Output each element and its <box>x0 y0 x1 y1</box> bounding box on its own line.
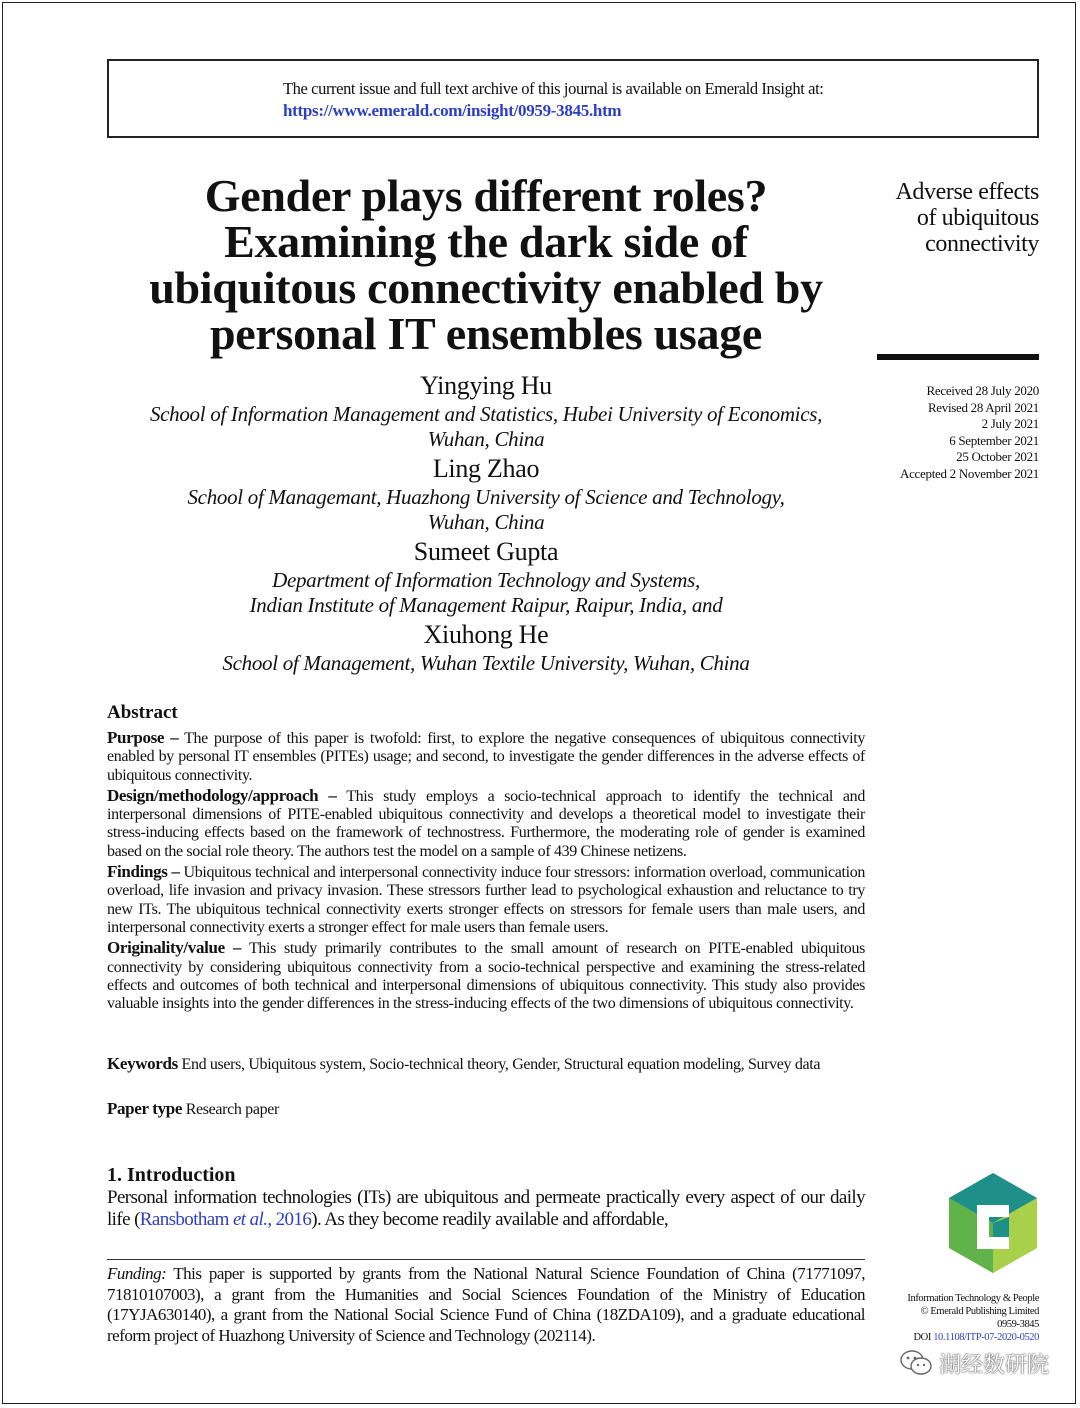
footnote-divider <box>107 1259 865 1260</box>
author-list <box>107 371 865 676</box>
keywords: Keywords End users, Ubiquitous system, Socio-technical theory, Gender, Structural equation modeling, Survey data <box>107 1054 821 1073</box>
journal-url-link[interactable]: https://www.emerald.com/insight/0959-3845.htm <box>283 101 622 120</box>
author-name: Yingying Hu <box>420 371 552 400</box>
submission-dates: Received 28 July 2020 Revised 28 April 2021 2 July 2021 6 September 2021 25 October 2021 Accepted 2 November 2021 <box>900 383 1039 481</box>
author-affiliation: Department of Information Technology and Systems, Indian Institute of Management Raipur, Raipur, India, and <box>249 568 723 617</box>
paper-page <box>2 2 1076 1404</box>
access-notice: The current issue and full text archive of this journal is available on Emerald Insight at: <box>283 79 824 98</box>
paper-title: Gender plays different roles? Examining the dark side of ubiquitous connectivity enabled by personal IT ensembles usage <box>149 170 823 359</box>
funding-footnote: Funding: This paper is supported by grants from the National Natural Science Foundation of China (71771097, 71810107003), a grant from the Humanities and Social Sciences Foundation of the Ministry of Education (17YJA630140), a grant from the National Social Science Fund of China (18ZDA109), and a graduate educational reform project of Huazhong University of Science and Technology (202114). <box>107 1264 865 1346</box>
wechat-icon <box>899 1348 933 1378</box>
abstract-design: Design/methodology/approach – This study employs a socio-technical approach to identify the technical and interpersonal dimensions of PITE-enabled ubiquitous connectivity and develops a theoretical model to investigate their stress-inducing effects based on the framework of technostress. Furthermore, the moderating role of gender is examined based on the social role theory. The authors test the model on a sample of 439 Chinese netizens. <box>107 785 865 860</box>
abstract-purpose: Purpose – The purpose of this paper is twofold: first, to explore the negative consequences of ubiquitous connectivity enabled by personal IT ensembles (PITEs) usage; and second, to investigate the gender differences in the adverse effects of ubiquitous connectivity. <box>107 728 865 784</box>
running-title-rule <box>877 354 1039 360</box>
author-name: Sumeet Gupta <box>413 537 559 566</box>
citation-link[interactable]: Ransbotham et al., 2016 <box>139 1209 312 1230</box>
journal-info: Information Technology & People © Emerald Publishing Limited 0959-3845 DOI 10.1108/ITP-07-2020-0520 <box>907 1293 1039 1343</box>
journal-access-box <box>107 59 1039 138</box>
author-affiliation: School of Information Management and Statistics, Hubei University of Economics, Wuhan, China <box>149 402 823 451</box>
introduction-heading: 1. Introduction <box>107 1164 236 1186</box>
watermark: 湖经数研院 <box>863 1346 1049 1380</box>
abstract-findings: Findings – Ubiquitous technical and interpersonal connectivity induce four stressors: information overload, communication overload, life invasion and privacy invasion. These stressors further lead to psychological exhaustion and reluctance to try new ITs. The ubiquitous technical connectivity exerts stronger effects on stressors for female users than male users, and interpersonal connectivity exerts a stronger effect for male users than female users. <box>107 862 866 936</box>
abstract-heading: Abstract <box>107 702 178 723</box>
abstract-body <box>107 729 865 1015</box>
paper-type: Paper type Research paper <box>107 1099 279 1118</box>
author-name: Ling Zhao <box>432 454 540 483</box>
running-title: Adverse effects of ubiquitous connectivity <box>895 179 1039 257</box>
author-affiliation: School of Managemant, Huazhong University of Science and Technology, Wuhan, China <box>187 485 785 534</box>
introduction-text: Personal information technologies (ITs) are ubiquitous and permeate practically every aspect of our daily life (Ransbotham et al., 2016). As they become readily available and affordable, <box>107 1187 865 1230</box>
author-name: Xiuhong He <box>423 620 549 649</box>
abstract-originality: Originality/value – This study primarily contributes to the small amount of research on PITE-enabled ubiquitous connectivity by considering ubiquitous connectivity from a socio-technical perspective and examining the stress-related effects and outcomes of both technical and interpersonal dimensions of ubiquitous connectivity. This study also provides valuable insights into the gender differences in the stress-inducing effects of the two dimensions of ubiquitous connectivity. <box>107 938 865 1013</box>
doi-link[interactable]: 10.1108/ITP-07-2020-0520 <box>933 1332 1039 1343</box>
publisher-logo-icon <box>947 1171 1039 1275</box>
author-affiliation: School of Management, Wuhan Textile University, Wuhan, China <box>222 651 750 675</box>
